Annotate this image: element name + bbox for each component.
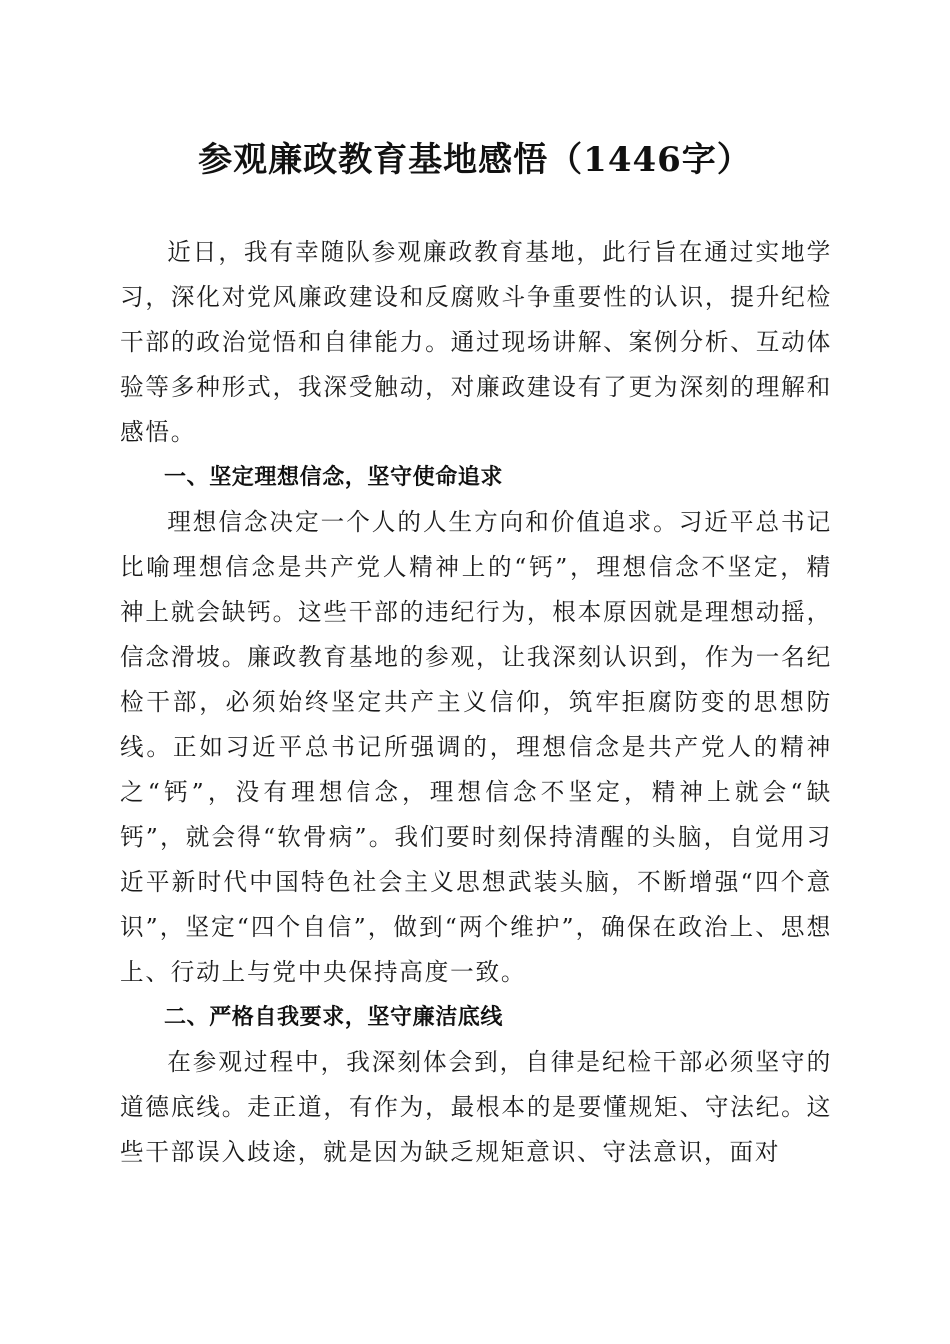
section-2-heading: 二、严格自我要求，坚守廉洁底线 [164,1005,504,1030]
document-body [120,230,832,1175]
intro-paragraph: 近日，我有幸随队参观廉政教育基地，此行旨在通过实地学习，深化对党风廉政建设和反腐败斗争重要性的认识，提升纪检干部的政治觉悟和自律能力。通过现场讲解、案例分析、互动体验等多种形式，我深受触动，对廉政建设有了更为深刻的理解和感悟。 [120,238,832,446]
section-2-paragraph: 在参观过程中，我深刻体会到，自律是纪检干部必须坚守的道德底线。走正道，有作为，最根本的是要懂规矩、守法纪。这些干部误入歧途，就是因为缺乏规矩意识、守法意识，面对 [120,1048,832,1166]
section-1-paragraph: 理想信念决定一个人的人生方向和价值追求。习近平总书记比喻理想信念是共产党人精神上的“钙”，理想信念不坚定，精神上就会缺钙。这些干部的违纪行为，根本原因就是理想动摇，信念滑坡。廉政教育基地的参观，让我深刻认识到，作为一名纪检干部，必须始终坚定共产主义信仰，筑牢拒腐防变的思想防线。正如习近平总书记所强调的，理想信念是共产党人的精神之“钙”，没有理想信念，理想信念不坚定，精神上就会“缺钙”，就会得“软骨病”。我们要时刻保持清醒的头脑，自觉用习近平新时代中国特色社会主义思想武装头脑，不断增强“四个意识”，坚定“四个自信”，做到“两个维护”，确保在政治上、思想上、行动上与党中央保持高度一致。 [120,508,832,986]
document-title: 参观廉政教育基地感悟（1446字） [198,140,752,180]
section-1-heading: 一、坚定理想信念，坚守使命追求 [164,465,504,490]
